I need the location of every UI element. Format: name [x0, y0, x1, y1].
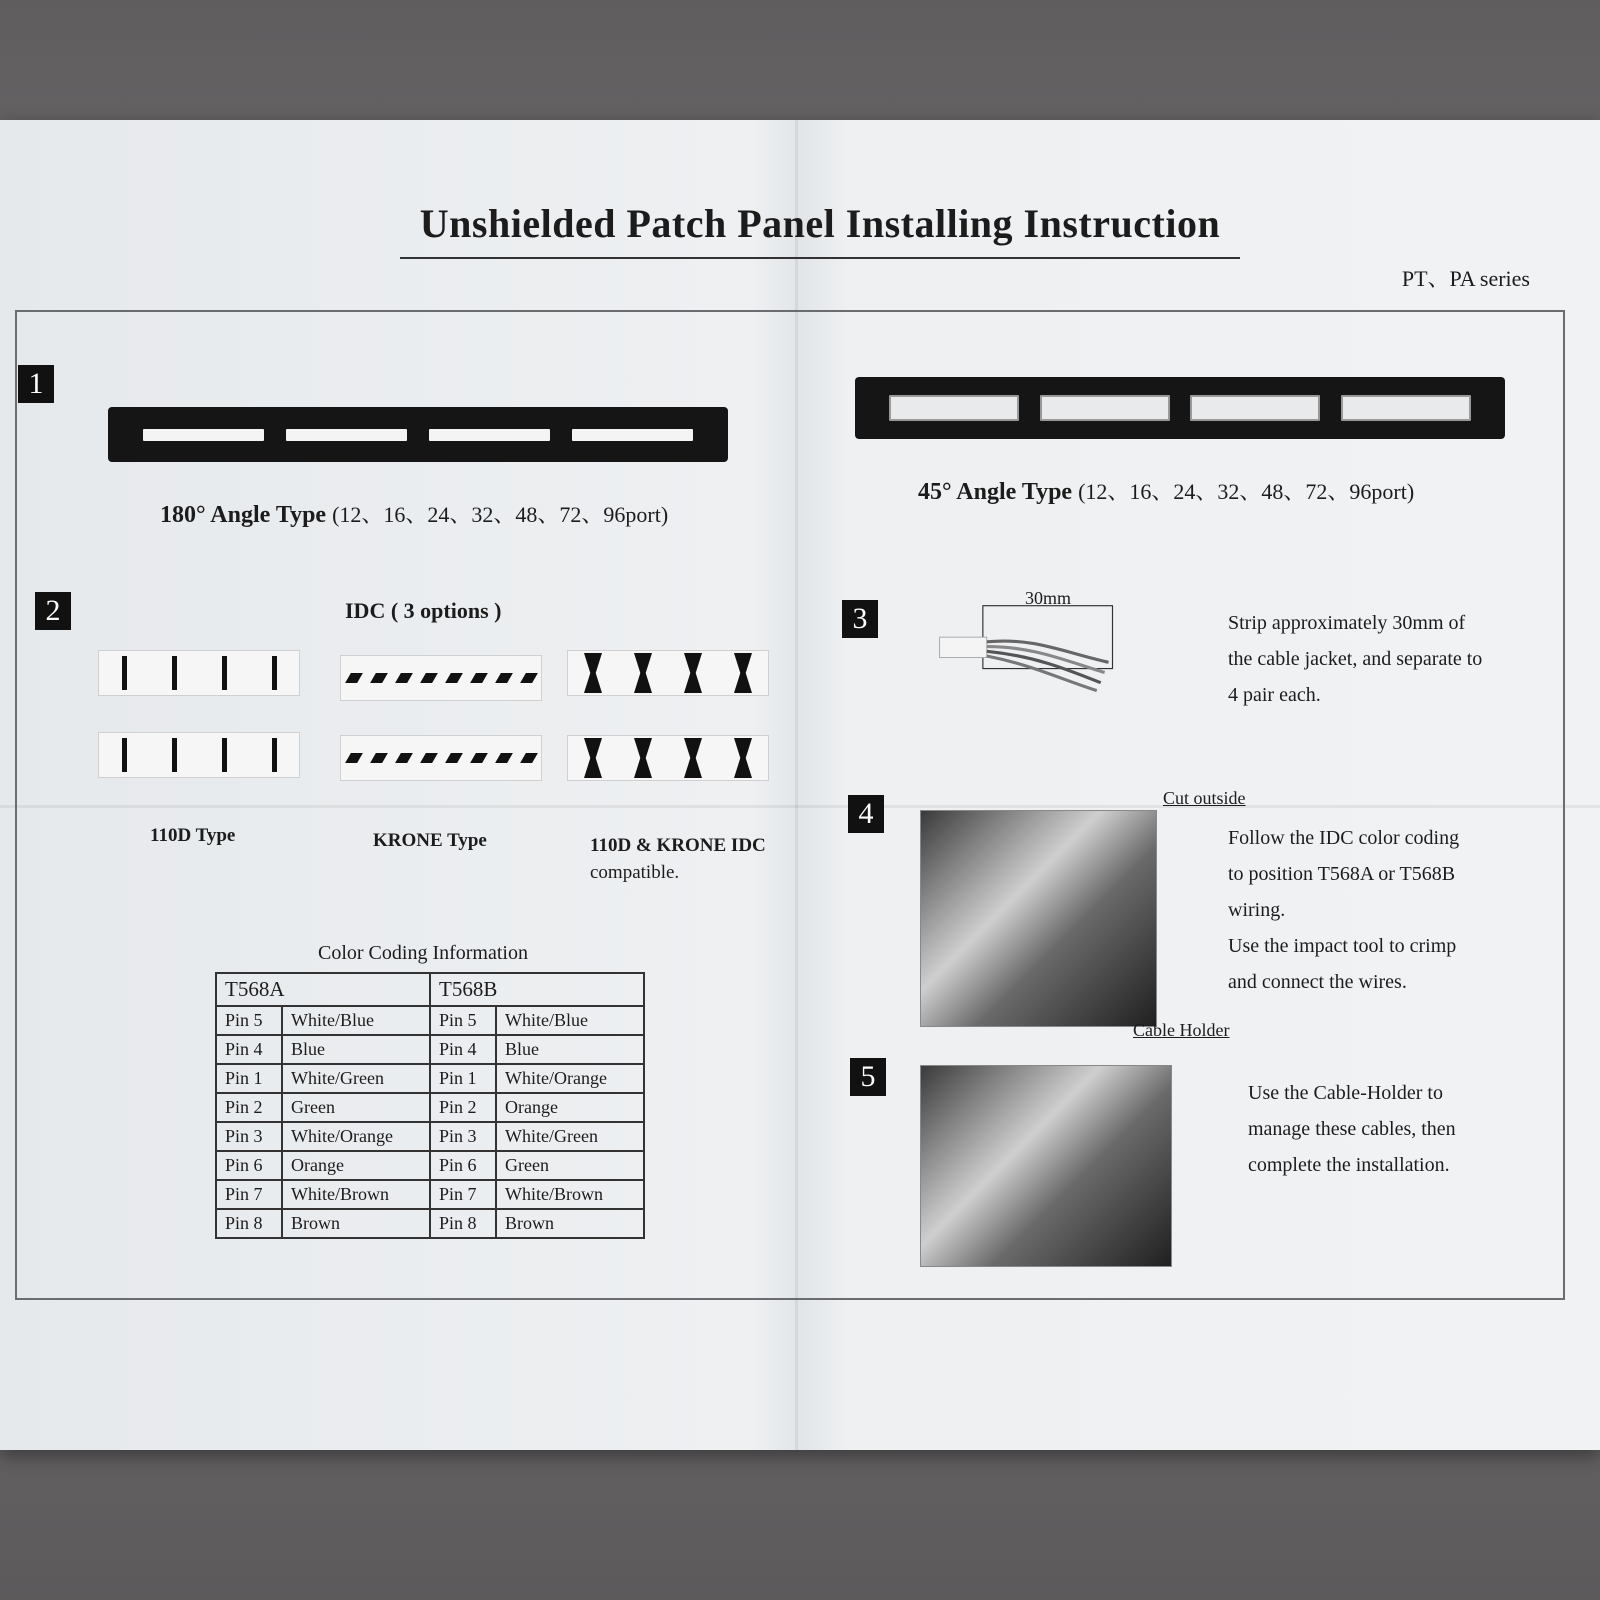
step-5-line: manage these cables, then — [1248, 1118, 1456, 1140]
t568b-color-cell: Green — [496, 1151, 644, 1180]
t568a-color-cell: Orange — [282, 1151, 430, 1180]
t568a-pin-cell: Pin 1 — [216, 1064, 282, 1093]
idc-slot — [395, 673, 413, 683]
step-4-line: to position T568A or T568B — [1228, 863, 1456, 885]
idc-slot — [734, 738, 752, 778]
idc-slot — [370, 673, 388, 683]
step-4-photo — [920, 810, 1157, 1027]
idc-slot — [395, 753, 413, 763]
step-3-line: 4 pair each. — [1228, 684, 1321, 706]
idc-slot — [420, 753, 438, 763]
step-4-line: Use the impact tool to crimp — [1228, 935, 1457, 957]
port-block — [1341, 395, 1471, 421]
cut-outside-callout: Cut outside — [1163, 788, 1246, 808]
t568b-header: T568B — [430, 973, 644, 1006]
cable-holder-callout: Cable Holder — [1133, 1020, 1230, 1040]
t568b-color-cell: White/Blue — [496, 1006, 644, 1035]
t568a-pin-cell: Pin 6 — [216, 1151, 282, 1180]
t568a-color-cell: Brown — [282, 1209, 430, 1238]
panel-45-ports: (12、16、24、32、48、72、96port) — [1078, 479, 1415, 504]
idc-slot — [470, 673, 488, 683]
t568b-color-cell: White/Green — [496, 1122, 644, 1151]
idc-slot — [445, 673, 463, 683]
instruction-sheet — [0, 120, 1600, 1450]
panel-180-name: 180° Angle Type — [160, 502, 327, 528]
idc-slot — [122, 738, 127, 772]
port-block — [572, 429, 692, 441]
port-block — [1190, 395, 1320, 421]
table-header-row — [216, 973, 644, 1006]
series-label: PT、PA series — [1401, 266, 1530, 291]
t568b-pin-cell: Pin 6 — [430, 1151, 496, 1180]
t568a-pin-cell: Pin 7 — [216, 1180, 282, 1209]
t568b-color-cell: White/Brown — [496, 1180, 644, 1209]
t568a-color-cell: White/Green — [282, 1064, 430, 1093]
t568b-pin-cell: Pin 4 — [430, 1035, 496, 1064]
panel-180-caption — [160, 498, 668, 529]
t568b-pin-cell: Pin 3 — [430, 1122, 496, 1151]
panel-45-caption — [918, 475, 1414, 506]
idc-slot — [272, 738, 277, 772]
idc-slot — [445, 753, 463, 763]
t568a-color-cell: White/Blue — [282, 1006, 430, 1035]
step-2-badge: 2 — [35, 592, 71, 630]
idc-slot — [345, 673, 363, 683]
idc-slot — [122, 656, 127, 690]
step-3-measure: 30mm — [1025, 588, 1072, 608]
step-5-line: complete the installation. — [1248, 1154, 1450, 1176]
table-row — [216, 1209, 644, 1238]
t568a-pin-cell: Pin 5 — [216, 1006, 282, 1035]
t568a-color-cell: White/Orange — [282, 1122, 430, 1151]
t568a-header: T568A — [216, 973, 430, 1006]
t568b-pin-cell: Pin 5 — [430, 1006, 496, 1035]
port-block — [889, 395, 1019, 421]
idc-compatible-top — [567, 650, 769, 696]
idc-krone-label: KRONE Type — [373, 830, 487, 851]
table-row — [216, 1064, 644, 1093]
document-title: Unshielded Patch Panel Installing Instruction — [400, 200, 1240, 259]
t568a-color-cell: White/Brown — [282, 1180, 430, 1209]
step-5-text — [1248, 1075, 1456, 1183]
step-4-text — [1228, 820, 1459, 1000]
step-3-badge: 3 — [842, 600, 878, 638]
t568a-pin-cell: Pin 3 — [216, 1122, 282, 1151]
t568b-pin-cell: Pin 7 — [430, 1180, 496, 1209]
port-block — [1040, 395, 1170, 421]
idc-krone-top — [340, 655, 542, 701]
idc-slot — [470, 753, 488, 763]
idc-compat-label-1: 110D & KRONE IDC — [590, 835, 766, 856]
table-row — [216, 1122, 644, 1151]
idc-compatible-bottom — [567, 735, 769, 781]
panel-45-name: 45° Angle Type — [918, 479, 1073, 505]
port-block — [286, 429, 406, 441]
idc-slot — [684, 738, 702, 778]
idc-slot — [520, 753, 538, 763]
idc-krone-bottom — [340, 735, 542, 781]
idc-slot — [272, 656, 277, 690]
t568b-pin-cell: Pin 8 — [430, 1209, 496, 1238]
table-row — [216, 1006, 644, 1035]
idc-title: IDC ( 3 options ) — [345, 598, 502, 623]
t568b-color-cell: Blue — [496, 1035, 644, 1064]
table-row — [216, 1035, 644, 1064]
color-coding-table — [215, 972, 645, 1239]
step-4-line: wiring. — [1228, 899, 1286, 921]
step-3-line: the cable jacket, and separate to — [1228, 648, 1483, 670]
step-5-photo — [920, 1065, 1172, 1267]
idc-slot — [734, 653, 752, 693]
idc-slot — [634, 738, 652, 778]
step-4-line: Follow the IDC color coding — [1228, 827, 1460, 849]
idc-110d-top — [98, 650, 300, 696]
idc-slot — [172, 738, 177, 772]
idc-slot — [684, 653, 702, 693]
cable-jacket — [940, 637, 987, 657]
patch-panel-180-image — [108, 407, 728, 462]
panel-180-ports: (12、16、24、32、48、72、96port) — [332, 502, 669, 527]
step-5-line: Use the Cable-Holder to — [1248, 1082, 1443, 1104]
t568b-pin-cell: Pin 2 — [430, 1093, 496, 1122]
step-3-line: Strip approximately 30mm of — [1228, 612, 1466, 634]
t568a-color-cell: Green — [282, 1093, 430, 1122]
table-row — [216, 1151, 644, 1180]
t568a-pin-cell: Pin 2 — [216, 1093, 282, 1122]
idc-slot — [634, 653, 652, 693]
t568b-color-cell: Orange — [496, 1093, 644, 1122]
idc-slot — [370, 753, 388, 763]
idc-slot — [222, 738, 227, 772]
idc-slot — [520, 673, 538, 683]
idc-slot — [584, 738, 602, 778]
color-coding-title: Color Coding Information — [318, 942, 528, 964]
idc-slot — [495, 753, 513, 763]
step-5-badge: 5 — [850, 1058, 886, 1096]
step-3-text — [1228, 605, 1482, 713]
port-block — [143, 429, 263, 441]
t568b-color-cell: White/Orange — [496, 1064, 644, 1093]
idc-slot — [584, 653, 602, 693]
t568a-pin-cell: Pin 8 — [216, 1209, 282, 1238]
idc-slot — [172, 656, 177, 690]
patch-panel-45-image — [855, 377, 1505, 439]
idc-slot — [222, 656, 227, 690]
table-row — [216, 1180, 644, 1209]
t568a-color-cell: Blue — [282, 1035, 430, 1064]
t568a-pin-cell: Pin 4 — [216, 1035, 282, 1064]
idc-slot — [345, 753, 363, 763]
step-4-line: and connect the wires. — [1228, 971, 1407, 993]
idc-slot — [495, 673, 513, 683]
step-4-badge: 4 — [848, 795, 884, 833]
port-block — [429, 429, 549, 441]
t568b-color-cell: Brown — [496, 1209, 644, 1238]
idc-compat-label-2: compatible. — [590, 862, 680, 883]
table-row — [216, 1093, 644, 1122]
step-1-badge: 1 — [18, 365, 54, 403]
t568b-pin-cell: Pin 1 — [430, 1064, 496, 1093]
idc-110d-label: 110D Type — [150, 825, 236, 846]
idc-slot — [420, 673, 438, 683]
idc-110d-bottom — [98, 732, 300, 778]
